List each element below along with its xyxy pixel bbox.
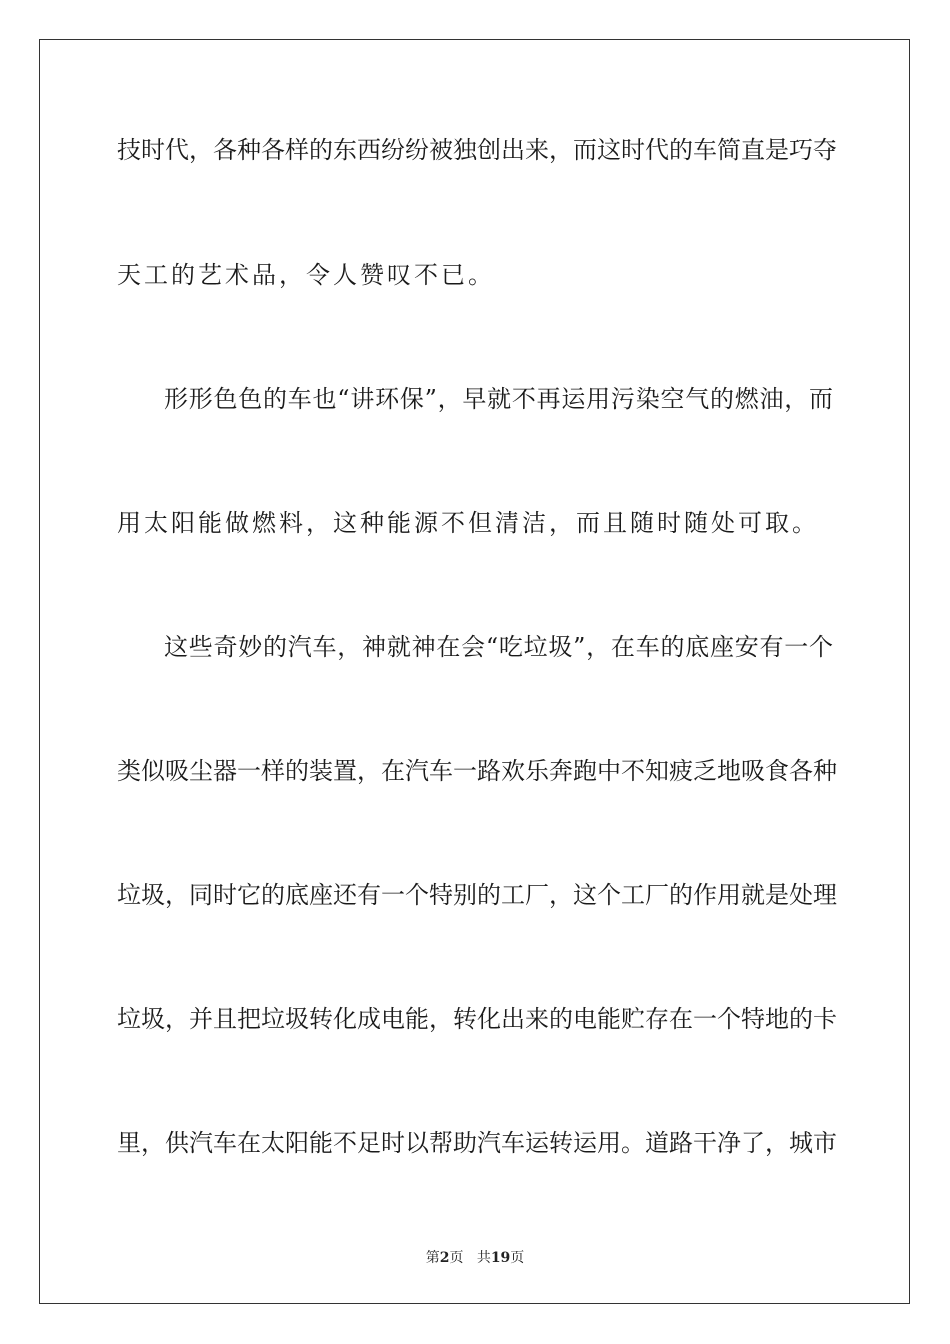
footer-total-prefix: 共 [476,1250,491,1266]
footer-page-suffix: 页 [449,1250,464,1266]
text-line-7: 垃圾，同时它的底座还有一个特别的工厂，这个工厂的作用就是处理 [117,881,837,909]
page-footer [0,1247,950,1267]
text-line-5: 这些奇妙的汽车，神就神在会“吃垃圾”，在车的底座安有一个 [164,633,833,661]
text-line-9: 里，供汽车在太阳能不足时以帮助汽车运转运用。道路干净了，城市 [117,1129,837,1157]
text-line-3: 形形色色的车也“讲环保”，早就不再运用污染空气的燃油，而 [164,385,833,413]
text-line-6: 类似吸尘器一样的装置，在汽车一路欢乐奔跑中不知疲乏地吸食各种 [117,757,837,785]
text-line-2: 天工的艺术品，令人赞叹不已。 [117,261,495,289]
footer-total-suffix: 页 [510,1250,525,1266]
footer-page-prefix: 第 [425,1250,440,1266]
text-line-4: 用太阳能做燃料，这种能源不但清洁，而且随时随处可取。 [117,509,819,537]
footer-page-number: 2 [439,1250,450,1266]
text-line-1: 技时代，各种各样的东西纷纷被独创出来，而这时代的车简直是巧夺 [117,136,837,164]
text-line-8: 垃圾，并且把垃圾转化成电能，转化出来的电能贮存在一个特地的卡 [117,1005,837,1033]
footer-total-pages: 19 [490,1250,511,1266]
page-frame [39,39,910,1304]
